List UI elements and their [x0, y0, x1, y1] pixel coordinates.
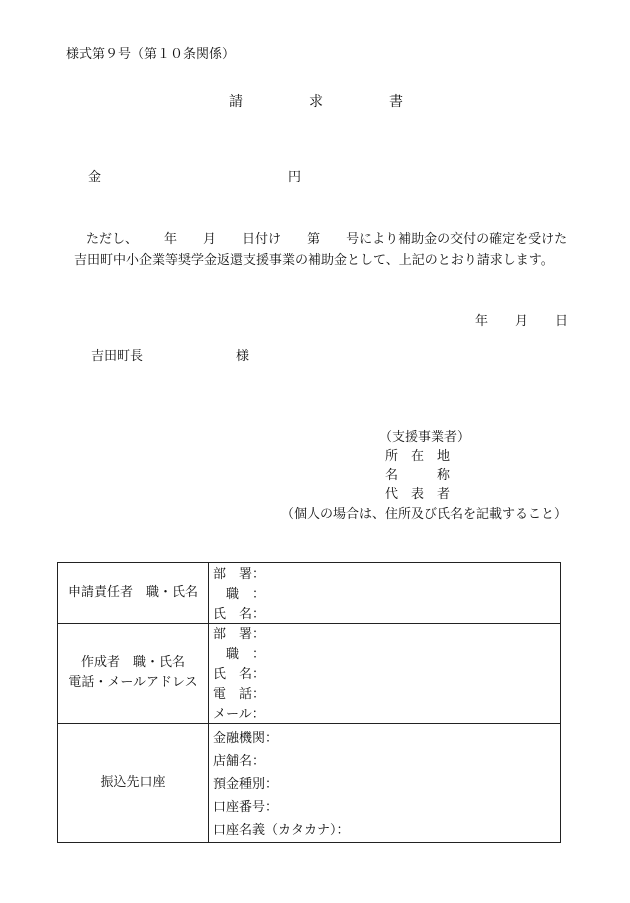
statement-part: 年 [164, 232, 178, 247]
statement-part: 日付け [242, 232, 282, 247]
date-month: 月 [515, 314, 529, 329]
field-position: 職 ： [213, 587, 266, 602]
amount-label: 金 [88, 170, 102, 185]
amount-unit: 円 [288, 170, 302, 185]
table-row [58, 563, 560, 624]
addressee-name: 吉田町長 [91, 349, 144, 364]
field-department: 部 署： [213, 627, 266, 642]
applicant-name-label: 名 称 [385, 468, 451, 483]
addressee-suffix: 様 [236, 349, 250, 364]
row-label-line: 振込先口座 [100, 774, 166, 790]
table-row [58, 623, 560, 724]
table-row [58, 723, 560, 842]
field-position: 職 ： [213, 647, 266, 662]
statement-part: 月 [203, 232, 217, 247]
applicant-note: （個人の場合は、住所及び氏名を記載すること） [281, 507, 568, 522]
statement-part: 第 [307, 232, 321, 247]
applicant-representative-label: 代 表 者 [385, 487, 451, 502]
date-year: 年 [475, 314, 489, 329]
field-department: 部 署： [213, 567, 266, 582]
row-label-line: 作成者 職・氏名 [80, 655, 185, 670]
field-name: 氏 名： [213, 667, 266, 682]
statement-part: 号により補助金の交付の確定を受けた吉田町中小企業等奨学金返還支援事業の補助金として、上記のとおり請求します。 [74, 232, 568, 268]
row-label-line: 電話・メールアドレス [68, 675, 198, 690]
contact-table [57, 562, 561, 843]
request-statement [74, 229, 580, 271]
form-number: 様式第９号（第１０条関係） [66, 47, 236, 62]
field-email: メール： [213, 707, 265, 722]
field-account-type: 預金種別： [213, 777, 279, 792]
applicant-address-label: 所 在 地 [385, 449, 451, 464]
field-account-number: 口座番号： [213, 800, 279, 815]
row-label-line: 申請責任者 職・氏名 [67, 585, 198, 600]
field-name: 氏 名： [213, 607, 266, 622]
row-label [58, 563, 208, 623]
field-account-holder: 口座名義（カタカナ）： [213, 823, 350, 838]
field-branch: 店舗名： [213, 754, 266, 769]
title-char-3: 書 [389, 94, 403, 110]
title-char-1: 請 [229, 94, 243, 110]
date-day: 日 [555, 314, 569, 329]
applicant-heading: （支援事業者） [379, 430, 471, 445]
statement-part: ただし、 [86, 232, 139, 247]
row-label [58, 623, 208, 723]
field-bank: 金融機関： [213, 731, 279, 746]
field-phone: 電 話： [213, 687, 266, 702]
row-label [58, 723, 208, 842]
title-char-2: 求 [309, 94, 323, 110]
